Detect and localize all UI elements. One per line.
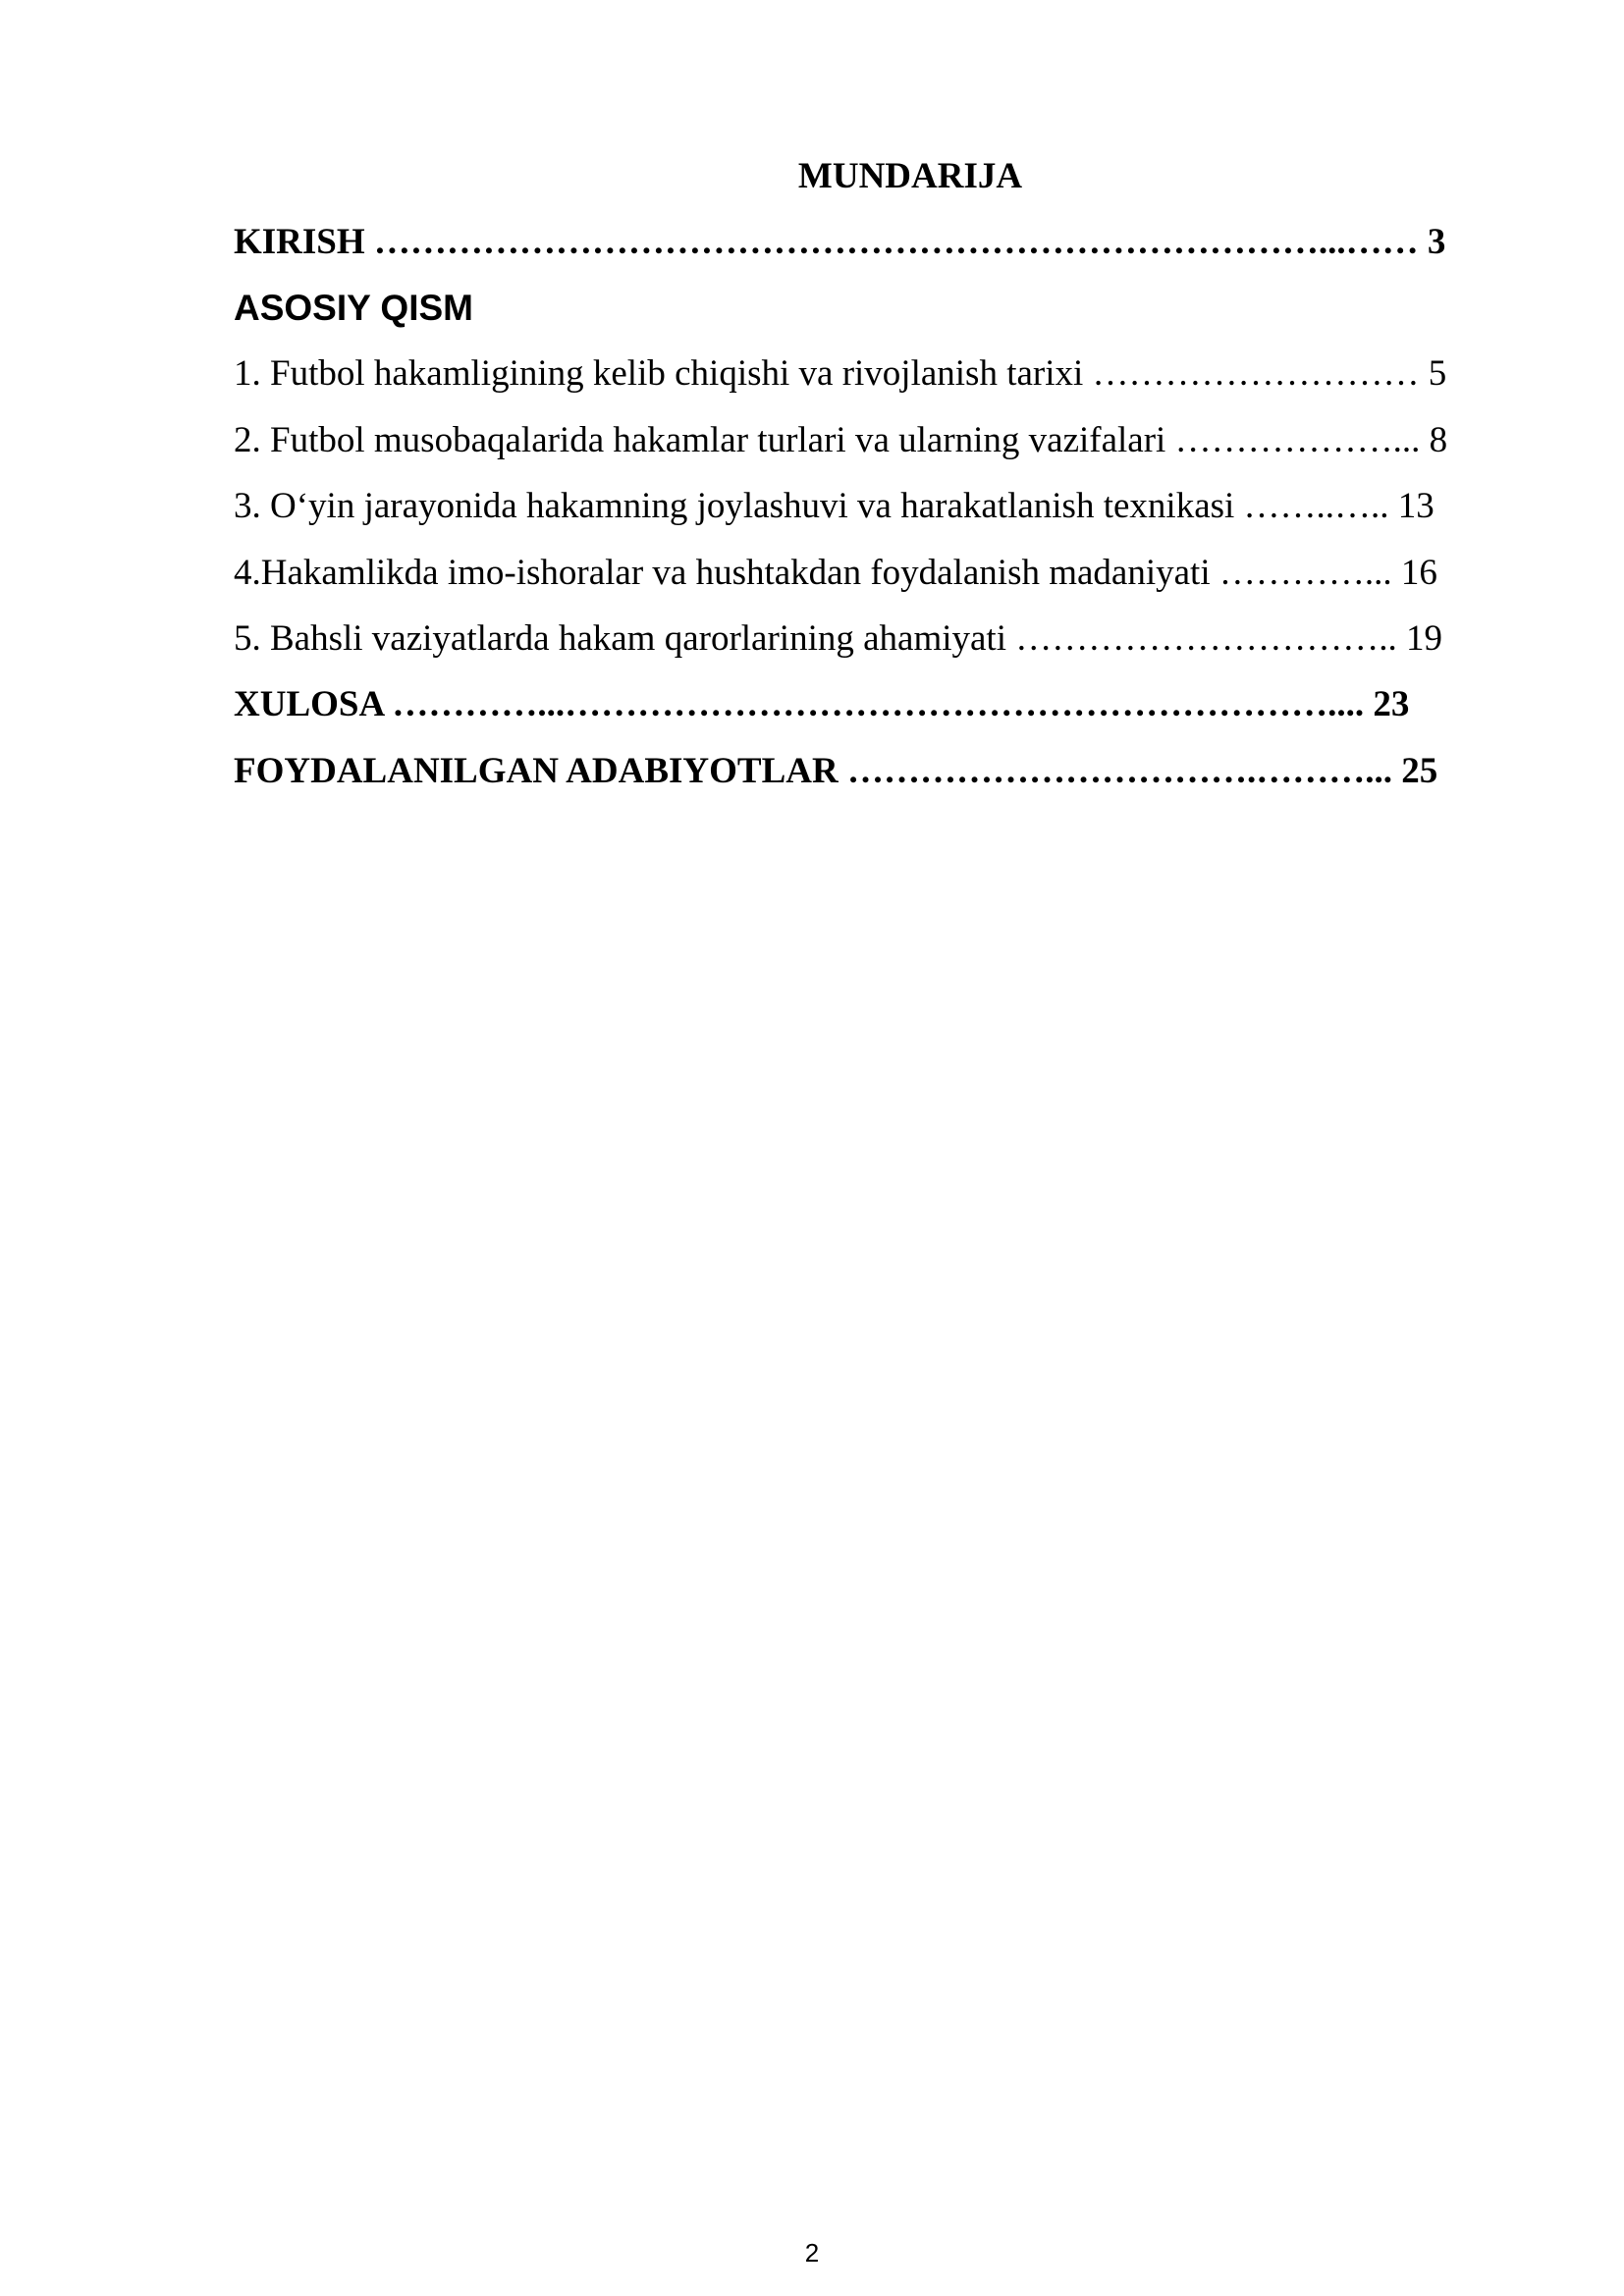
toc-entry-xulosa: XULOSA …………...……………………………………………………….... 23 xyxy=(234,684,1410,724)
toc-entry-1: 1. Futbol hakamligining kelib chiqishi va rivojlanish tarixi ……………………… 5 xyxy=(234,353,1447,394)
toc-section-heading: ASOSIY QISM xyxy=(234,288,473,328)
toc-entry-3: 3. O‘yin jarayonida hakamning joylashuvi va harakatlanish texnikasi ……..….. 13 xyxy=(234,486,1435,526)
toc-entry-4: 4.Hakamlikda imo-ishoralar va hushtakdan foydalanish madaniyati …………... 16 xyxy=(234,553,1437,593)
toc-entry-adabiyotlar: FOYDALANILGAN ADABIYOTLAR …………………………….………... 25 xyxy=(234,751,1438,791)
toc-entry-2: 2. Futbol musobaqalarida hakamlar turlari va ularning vazifalari ………………... 8 xyxy=(234,420,1448,460)
toc-entry-5: 5. Bahsli vaziyatlarda hakam qarorlarining ahamiyati ………………………….. 19 xyxy=(234,618,1442,659)
page-number: 2 xyxy=(804,2238,820,2268)
toc-entry-kirish: KIRISH ……………………………………………………………………...…… 3 xyxy=(234,222,1446,262)
toc-title: MUNDARIJA xyxy=(797,156,1023,196)
